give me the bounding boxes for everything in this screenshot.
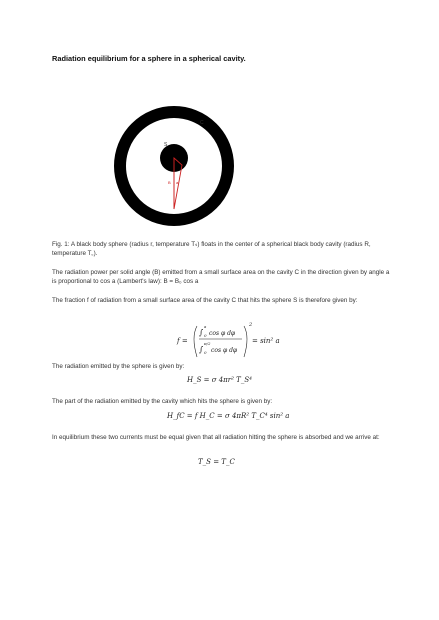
document-title: Radiation equilibrium for a sphere in a spherical cavity. bbox=[52, 54, 246, 63]
label-s: S bbox=[164, 142, 168, 148]
eq1-exp: 2 bbox=[249, 322, 253, 328]
integral-den: ∫ bbox=[199, 345, 204, 354]
label-a: a bbox=[176, 180, 179, 185]
paragraph-equilibrium: In equilibrium these two currents must be equal given that all radiation hitting the sphere is absorbed and we arrive at: bbox=[52, 434, 380, 441]
equation-equilibrium: T_S = T_C bbox=[198, 458, 235, 466]
eq1-den: cos φ dφ bbox=[211, 347, 238, 354]
eq1-lhs: f = bbox=[177, 337, 188, 345]
equation-cavity: H_fC = f H_C = σ 4πR² T_C⁴ sin² a bbox=[167, 412, 290, 420]
eq1-num-lower: 0 bbox=[204, 333, 207, 338]
figure-caption: Fig. 1: A black body sphere (radius r, temperature Tₛ) floats in the center of a spherical black body cavity (radius R, temperature T꜀). bbox=[52, 241, 371, 258]
paragraph-cavity-part: The part of the radiation emitted by the cavity which hits the sphere is given by: bbox=[52, 398, 273, 405]
eq1-num-upper: a bbox=[204, 324, 207, 329]
eq1-den-upper: π/2 bbox=[204, 341, 211, 346]
label-b: B bbox=[168, 180, 171, 185]
paragraph-power: The radiation power per solid angle (B) emitted from a small surface area on the cavity C in the direction given by angle a is proportional to cos a (Lambert's law): B = B₀ cos a bbox=[52, 269, 390, 286]
eq1-num: cos φ dφ bbox=[209, 330, 236, 337]
eq1-den-lower: 0 bbox=[204, 350, 207, 355]
equation-sphere: H_S = σ 4πr² T_S⁴ bbox=[187, 376, 252, 384]
paragraph-fraction: The fraction f of radiation from a small surface area of the cavity C that hits the sphere S is therefore given by: bbox=[52, 297, 358, 304]
label-c: C bbox=[200, 120, 204, 126]
paragraph-sphere-emits: The radiation emitted by the sphere is given by: bbox=[52, 363, 185, 370]
eq1-rhs: = sin² a bbox=[252, 337, 280, 345]
integral-num: ∫ bbox=[199, 328, 204, 337]
